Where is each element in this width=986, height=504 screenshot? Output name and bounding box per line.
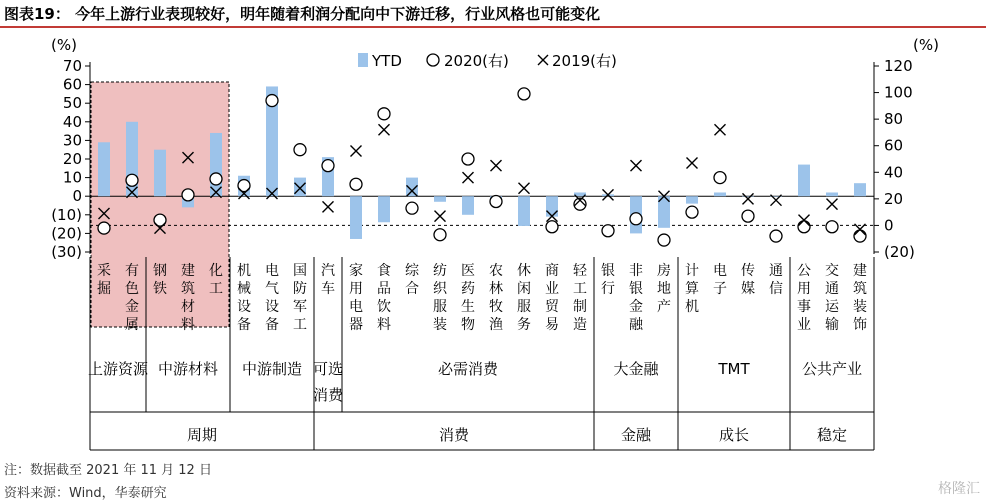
marker-2020-14 — [462, 153, 474, 165]
marker-2019-22 — [687, 157, 698, 168]
marker-2020-19 — [602, 225, 614, 237]
bar-ytd-23 — [714, 192, 726, 196]
marker-2020-7 — [266, 95, 278, 107]
category-label-1: 采掘 — [97, 263, 111, 297]
marker-2019-10 — [351, 146, 362, 157]
marker-2019-27 — [827, 199, 838, 210]
category-label-19: 银行 — [601, 263, 615, 297]
bar-ytd-11 — [378, 196, 390, 222]
category-label-4: 建筑材料 — [181, 263, 195, 333]
right-tick-label: 0 — [884, 216, 894, 235]
bar-ytd-14 — [462, 196, 474, 215]
marker-2020-8 — [294, 144, 306, 156]
right-tick-label: 80 — [884, 110, 904, 129]
left-tick-label: 50 — [62, 94, 82, 113]
category-label-13: 纺织服装 — [433, 263, 447, 333]
left-tick-label: 60 — [62, 75, 82, 94]
group2-label-4: 成长 — [718, 426, 750, 444]
left-tick-label: 30 — [62, 131, 82, 150]
category-label-7: 电气设备 — [265, 263, 279, 333]
left-axis-unit: (%) — [51, 36, 77, 54]
bar-ytd-16 — [518, 196, 530, 226]
left-tick-label: (30) — [51, 243, 82, 261]
bar-ytd-24 — [742, 196, 754, 197]
right-tick-label: 120 — [884, 57, 913, 75]
marker-2020-26 — [798, 221, 810, 233]
figure-title: 图表19： 今年上游行业表现较好，明年随着利润分配向中下游迁移，行业风格也可能变化 — [4, 5, 601, 23]
group2-label-2: 消费 — [438, 426, 470, 444]
group1-label-1: 上游资源 — [87, 360, 149, 378]
marker-2019-16 — [519, 183, 530, 194]
left-tick-label: (10) — [51, 205, 82, 224]
bar-ytd-13 — [434, 196, 446, 202]
group1-label-7: TMT — [718, 360, 750, 378]
category-label-3: 钢铁 — [153, 263, 167, 297]
legend-label-2020: 2020(右) — [444, 52, 509, 70]
category-label-27: 交通运输 — [825, 263, 839, 333]
bar-ytd-1 — [98, 142, 110, 196]
marker-2020-27 — [826, 221, 838, 233]
marker-2019-13 — [435, 211, 446, 222]
group2-label-1: 周期 — [186, 426, 218, 444]
marker-2019-24 — [743, 193, 754, 204]
category-label-18: 轻工制造 — [573, 263, 587, 333]
category-label-28: 建筑装饰 — [853, 263, 867, 333]
category-label-25: 通信 — [769, 263, 783, 297]
category-label-2: 有色金属 — [125, 263, 139, 333]
right-tick-label: (20) — [884, 243, 915, 261]
right-axis-unit: (%) — [913, 36, 939, 54]
category-label-17: 商业贸易 — [545, 263, 559, 333]
marker-2020-12 — [406, 202, 418, 214]
marker-2020-23 — [714, 172, 726, 184]
category-label-6: 机械设备 — [237, 263, 251, 333]
bar-ytd-22 — [686, 196, 698, 203]
category-label-26: 公用事业 — [797, 263, 811, 333]
marker-2020-16 — [518, 88, 530, 100]
marker-2019-11 — [379, 124, 390, 135]
bar-ytd-26 — [798, 165, 810, 197]
legend-label-ytd: YTD — [372, 52, 402, 70]
category-label-16: 休闲服务 — [517, 263, 531, 333]
group1-label-2: 中游材料 — [157, 360, 219, 378]
category-label-12: 综合 — [405, 263, 419, 297]
group1-label-4-b: 消费 — [312, 386, 344, 404]
bar-ytd-10 — [350, 196, 362, 239]
category-label-20: 非银金融 — [629, 263, 643, 333]
left-tick-label: 0 — [72, 187, 82, 206]
group1-label-4-a: 可选 — [312, 360, 344, 378]
marker-2020-5 — [210, 173, 222, 185]
category-label-23: 电子 — [713, 263, 727, 297]
marker-2020-11 — [378, 108, 390, 120]
marker-2019-9 — [323, 201, 334, 212]
bar-ytd-3 — [154, 150, 166, 197]
right-tick-label: 20 — [884, 189, 904, 208]
legend-bar-swatch — [358, 53, 368, 67]
category-label-22: 计算机 — [685, 263, 699, 315]
category-label-8: 国防军工 — [293, 263, 307, 333]
bar-ytd-5 — [210, 133, 222, 196]
bar-ytd-27 — [826, 192, 838, 196]
left-tick-label: (20) — [51, 224, 82, 243]
right-tick-label: 100 — [884, 83, 913, 102]
marker-2020-24 — [742, 210, 754, 222]
category-label-15: 农林牧渔 — [489, 263, 503, 333]
group1-label-6: 大金融 — [613, 360, 659, 378]
category-label-10: 家用电器 — [349, 263, 363, 333]
marker-2020-4 — [182, 189, 194, 201]
marker-2020-25 — [770, 230, 782, 242]
marker-2020-9 — [322, 160, 334, 172]
left-tick-label: 40 — [62, 112, 82, 131]
marker-2020-21 — [658, 234, 670, 246]
legend-circle-swatch — [427, 54, 439, 66]
category-label-24: 传媒 — [741, 263, 755, 297]
category-label-5: 化工 — [209, 263, 223, 297]
category-label-9: 汽车 — [321, 263, 335, 297]
legend-cross-swatch — [538, 55, 548, 65]
bar-ytd-28 — [854, 183, 866, 196]
marker-2020-22 — [686, 206, 698, 218]
category-label-11: 食品饮料 — [377, 263, 391, 333]
marker-2020-13 — [434, 229, 446, 241]
marker-2020-10 — [350, 178, 362, 190]
right-tick-label: 40 — [884, 163, 904, 182]
group1-label-8: 公共产业 — [801, 360, 863, 378]
marker-2020-1 — [98, 222, 110, 234]
bar-ytd-17 — [546, 196, 558, 216]
marker-2020-20 — [630, 213, 642, 225]
marker-2019-20 — [631, 160, 642, 171]
group2-label-5: 稳定 — [816, 426, 848, 444]
marker-2019-15 — [491, 160, 502, 171]
group2-label-3: 金融 — [620, 426, 652, 444]
group1-label-5: 必需消费 — [437, 360, 499, 378]
right-tick-label: 60 — [884, 136, 904, 155]
data-note: 注：数据截至 2021 年 11 月 12 日 — [4, 463, 212, 478]
left-tick-label: 10 — [62, 168, 82, 187]
group1-label-3: 中游制造 — [241, 360, 303, 378]
marker-2019-23 — [715, 124, 726, 135]
left-tick-label: 70 — [62, 57, 82, 75]
marker-2020-15 — [490, 196, 502, 208]
legend-label-2019: 2019(右) — [552, 52, 617, 70]
marker-2019-14 — [463, 172, 474, 183]
category-label-21: 房地产 — [657, 263, 671, 315]
marker-2020-2 — [126, 174, 138, 186]
category-label-14: 医药生物 — [461, 263, 475, 333]
marker-2020-28 — [854, 230, 866, 242]
left-tick-label: 20 — [62, 150, 82, 168]
watermark-logo: 格隆汇 — [938, 481, 980, 497]
marker-2020-17 — [546, 221, 558, 233]
source-note: 资料来源：Wind，华泰研究 — [4, 486, 167, 501]
